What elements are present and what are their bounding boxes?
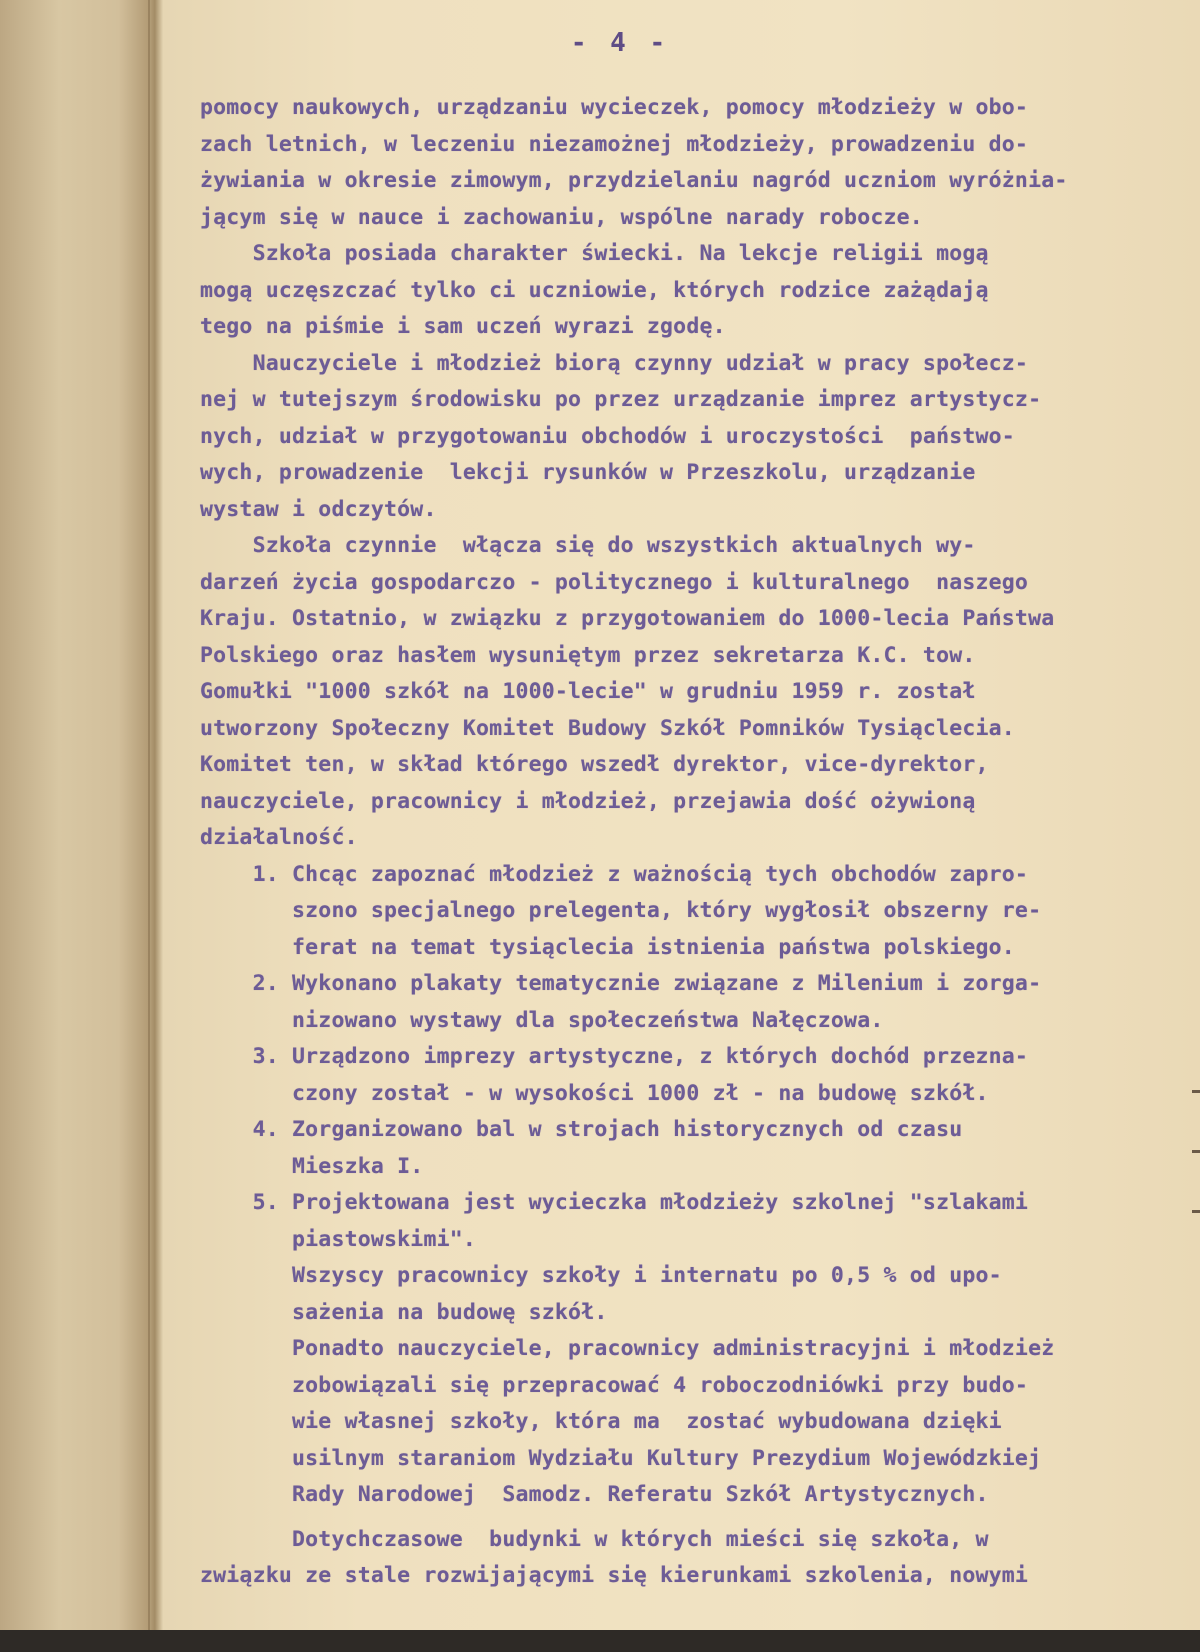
list-item-line: 2. Wykonano plakaty tematycznie związane z Milenium i zorga- xyxy=(200,971,1042,996)
list-item-line: Wszyscy pracownicy szkoły i internatu po 0,5 % od upo- xyxy=(200,1263,1002,1288)
list-item-line: 3. Urządzono imprezy artystyczne, z których dochód przezna- xyxy=(200,1044,1029,1069)
list-item-line: zobowiązali się przepracować 4 roboczodniówki przy budo- xyxy=(200,1372,1029,1398)
text-line: Dotychczasowe budynki w których mieści się szkoła, w xyxy=(200,1526,989,1552)
list-item-line: Rady Narodowej Samodz. Referatu Szkół Artystycznych. xyxy=(200,1482,989,1507)
text-line: żywiania w okresie zimowym, przydzielaniu nagród uczniom wyróżnia- xyxy=(200,168,1068,193)
list-item-line: 5. Projektowana jest wycieczka młodzieży szkolnej "szlakami xyxy=(200,1190,1029,1215)
text-line: wystaw i odczytów. xyxy=(200,496,437,522)
text-line: związku ze stale rozwijającymi się kierunkami szkolenia, nowymi xyxy=(200,1563,1029,1588)
text-line: Szkoła posiada charakter świecki. Na lekcje religii mogą xyxy=(200,241,989,266)
list-item-line: ferat na temat tysiąclecia istnienia państwa polskiego. xyxy=(200,934,1015,960)
list-item-line: Ponadto nauczyciele, pracownicy administracyjni i młodzież xyxy=(200,1336,1055,1361)
text-line: mogą uczęszczać tylko ci uczniowie, których rodzice zażądają xyxy=(200,277,989,303)
page-number: - 4 - xyxy=(570,28,670,58)
binding-marks xyxy=(1192,1090,1200,1270)
text-line: działalność. xyxy=(200,825,358,850)
typewritten-text xyxy=(200,90,1160,1595)
scan-bottom-edge xyxy=(0,1630,1200,1652)
numbered-list xyxy=(200,857,1160,1514)
list-item-line: usilnym staraniom Wydziału Kultury Prezydium Wojewódzkiej xyxy=(200,1445,1042,1471)
text-line: Polskiego oraz hasłem wysuniętym przez sekretarza K.C. tow. xyxy=(200,642,976,668)
text-line: tego na piśmie i sam uczeń wyrazi zgodę. xyxy=(200,314,726,339)
list-item-line: 4. Zorganizowano bal w strojach historycznych od czasu xyxy=(200,1117,963,1142)
text-line: utworzony Społeczny Komitet Budowy Szkół Pomników Tysiąclecia. xyxy=(200,715,1015,741)
list-item-line: piastowskimi". xyxy=(200,1226,477,1252)
text-line: Komitet ten, w skład którego wszedł dyrektor, vice-dyrektor, xyxy=(200,752,989,777)
list-item-line: Mieszka I. xyxy=(200,1153,424,1179)
text-line: zach letnich, w leczeniu niezamożnej młodzieży, prowadzeniu do- xyxy=(200,131,1029,157)
paragraph-block xyxy=(200,90,1160,857)
text-line: Gomułki "1000 szkół na 1000-lecie" w grudniu 1959 r. został xyxy=(200,679,976,704)
text-line: darzeń życia gospodarczo - politycznego i kulturalnego naszego xyxy=(200,569,1029,595)
list-item-line: czony został - w wysokości 1000 zł - na budowę szkół. xyxy=(200,1080,989,1106)
text-line: nauczyciele, pracownicy i młodzież, przejawia dość ożywioną xyxy=(200,788,976,814)
list-item-line: 1. Chcąc zapoznać młodzież z ważnością tych obchodów zapro- xyxy=(200,861,1029,887)
list-item-line: wie własnej szkoły, która ma zostać wybudowana dzięki xyxy=(200,1409,1002,1434)
list-item-line: sażenia na budowę szkół. xyxy=(200,1299,608,1325)
text-line: wych, prowadzenie lekcji rysunków w Przeszkolu, urządzanie xyxy=(200,460,976,485)
adjacent-page-edge xyxy=(0,0,150,1630)
text-line: nych, udział w przygotowaniu obchodów i uroczystości państwo- xyxy=(200,423,1015,449)
closing-paragraph xyxy=(200,1522,1160,1595)
text-line: Szkoła czynnie włącza się do wszystkich aktualnych wy- xyxy=(200,533,976,558)
text-line: pomocy naukowych, urządzaniu wycieczek, pomocy młodzieży w obo- xyxy=(200,95,1029,120)
list-item-line: nizowano wystawy dla społeczeństwa Nałęczowa. xyxy=(200,1007,884,1033)
list-item-line: szono specjalnego prelegenta, który wygłosił obszerny re- xyxy=(200,898,1042,923)
text-line: nej w tutejszym środowisku po przez urządzanie imprez artystycz- xyxy=(200,387,1042,412)
text-line: jącym się w nauce i zachowaniu, wspólne narady robocze. xyxy=(200,204,923,230)
text-line: Nauczyciele i młodzież biorą czynny udział w pracy społecz- xyxy=(200,350,1029,376)
text-line: Kraju. Ostatnio, w związku z przygotowaniem do 1000-lecia Państwa xyxy=(200,606,1055,631)
